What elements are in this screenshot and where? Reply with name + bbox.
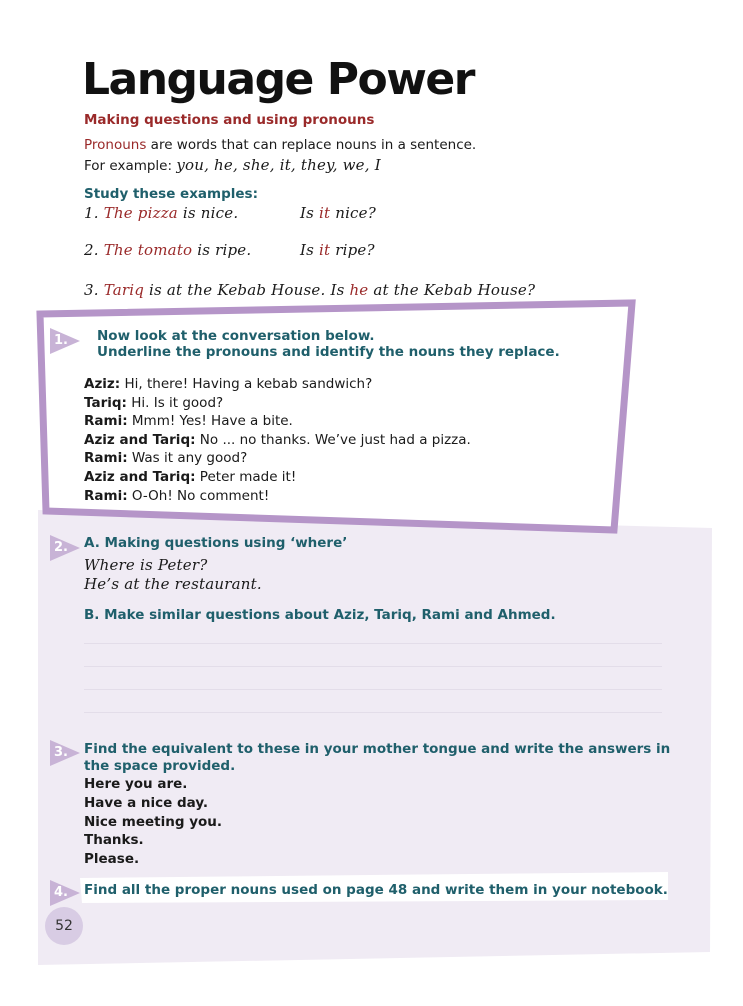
phrase-item: Thanks. (84, 832, 144, 849)
exercise-1-badge (50, 328, 80, 354)
definition-text: are words that can replace nouns in a sentence. (146, 137, 477, 153)
example-number: 2. (84, 241, 99, 259)
dialogue-text: Was it any good? (127, 450, 248, 467)
example-subject: Tariq (103, 281, 145, 299)
question-pronoun: it (319, 241, 331, 259)
instruction-line: Find the equivalent to these in your mother tongue and write the answers in (84, 741, 671, 757)
dialogue-text: Hi, there! Having a kebab sandwich? (120, 376, 373, 392)
dialogue-text: No ... no thanks. We’ve just had a pizza. (195, 431, 471, 448)
phrase-list (84, 775, 222, 869)
exercise-4-badge (50, 880, 80, 906)
page-number: 52 (55, 918, 73, 934)
example-subject: The tomato (103, 241, 193, 259)
dialogue-line (84, 412, 471, 431)
example-pronoun-list: you, he, she, it, they, we, I (176, 156, 381, 174)
dialogue-text: Peter made it! (195, 468, 297, 485)
writing-line[interactable] (84, 666, 662, 667)
study-heading: Study these examples: (84, 186, 258, 202)
question-start: Is (330, 281, 350, 299)
intro-example (84, 156, 381, 174)
writing-line[interactable] (84, 689, 662, 690)
instruction-line: Now look at the conversation below. (97, 328, 375, 344)
example-sentence: is at the Kebab House. (144, 281, 326, 299)
study-example-2 (84, 241, 251, 259)
instruction-line: the space provided. (84, 758, 236, 774)
dialogue-line (84, 431, 471, 450)
exercise-number: 4. (54, 885, 68, 900)
conversation (84, 375, 471, 505)
question-pronoun: he (349, 281, 369, 299)
speaker: Rami: (84, 450, 128, 467)
exercise-4-instruction: Find all the proper nouns used on page 48 and write them in your notebook. (84, 882, 668, 898)
dialogue-line (84, 394, 471, 413)
speaker: Rami: (84, 487, 128, 504)
phrase-item: Please. (84, 851, 140, 868)
example-number: 3. (84, 281, 99, 299)
dialogue-text: Mmm! Yes! Have a bite. (127, 413, 293, 430)
example-number: 1. (84, 204, 99, 222)
question-start: Is (300, 241, 319, 259)
where-answer-example: He’s at the restaurant. (84, 575, 262, 593)
where-question-example: Where is Peter? (84, 556, 208, 574)
exercise-3-badge (50, 740, 80, 766)
phrase-item: Here you are. (84, 776, 188, 792)
speaker: Tariq: (84, 394, 127, 411)
question-end: nice? (330, 204, 376, 222)
study-question-2 (300, 241, 375, 259)
exercise-number: 2. (54, 540, 68, 555)
speaker: Aziz and Tariq: (84, 468, 196, 485)
dialogue-line (84, 487, 471, 506)
question-start: Is (300, 204, 319, 222)
dialogue-line (84, 375, 471, 394)
question-end: ripe? (330, 241, 375, 259)
exercise-number: 3. (54, 745, 68, 760)
speaker: Rami: (84, 413, 128, 430)
instruction-line: Underline the pronouns and identify the nouns they replace. (97, 344, 560, 360)
exercise-2-heading-a: A. Making questions using ‘where’ (84, 535, 348, 551)
exercise-number: 1. (54, 333, 68, 348)
page-title: Language Power (82, 54, 474, 105)
writing-line[interactable] (84, 712, 662, 713)
study-example-1 (84, 204, 238, 222)
question-end: at the Kebab House? (368, 281, 536, 299)
speaker: Aziz: (84, 376, 121, 392)
dialogue-text: Hi. Is it good? (126, 394, 224, 411)
example-subject: The pizza (103, 204, 178, 222)
example-sentence: is nice. (177, 204, 239, 222)
exercise-2-badge (50, 535, 80, 561)
dialogue-line (84, 468, 471, 487)
exercise-1-instruction (97, 328, 560, 360)
writing-line[interactable] (84, 643, 662, 644)
intro-definition (84, 137, 476, 153)
exercise-2-heading-b: B. Make similar questions about Aziz, Tariq, Rami and Ahmed. (84, 607, 556, 623)
pronouns-term: Pronouns (84, 137, 147, 153)
study-example-3 (84, 281, 535, 299)
example-sentence: is ripe. (192, 241, 252, 259)
study-question-1 (300, 204, 376, 222)
dialogue-line (84, 449, 471, 468)
example-prefix: For example: (84, 158, 177, 174)
question-pronoun: it (319, 204, 331, 222)
speaker: Aziz and Tariq: (84, 431, 196, 448)
dialogue-text: O-Oh! No comment! (127, 487, 270, 504)
exercise-3-instruction (84, 741, 670, 775)
phrase-item: Nice meeting you. (84, 813, 223, 830)
section-heading: Making questions and using pronouns (84, 112, 375, 128)
phrase-item: Have a nice day. (84, 794, 209, 811)
